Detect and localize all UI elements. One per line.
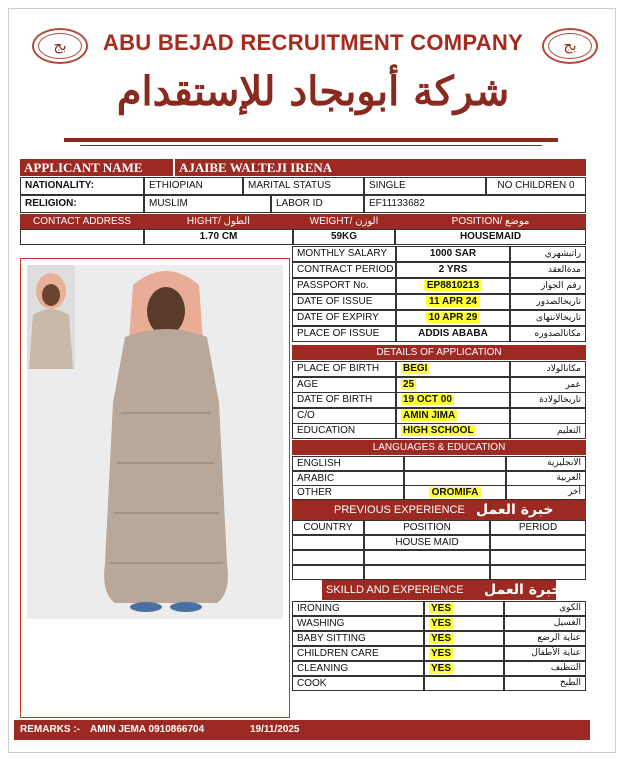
religion-value: MUSLIM <box>144 195 271 213</box>
nationality-value: ETHIOPIAN <box>144 177 243 195</box>
skill-row-value-cell <box>424 676 504 691</box>
experience-row-country <box>292 550 364 565</box>
details-row-value-cell <box>396 392 510 408</box>
company-logo-left <box>32 28 88 64</box>
skill-row-arabic: التنظيف <box>504 661 586 676</box>
skill-row-arabic: عناية الرضع <box>504 631 586 646</box>
details-row-value: 19 OCT 00 <box>403 394 452 405</box>
details-row-value: HIGH SCHOOL <box>403 425 474 436</box>
experience-row-period <box>490 535 586 550</box>
language-row-arabic: الانجليزية <box>506 456 586 471</box>
contract-row-value: EP8810213 <box>424 280 482 291</box>
company-name-arabic: شركة أبوبجاد للإستقدام <box>116 68 510 115</box>
experience-row-position <box>364 565 490 580</box>
height-label: HIGHT/ الطول <box>144 214 293 229</box>
details-row-value-cell <box>396 423 510 439</box>
skill-row-arabic: الطبخ <box>504 676 586 691</box>
language-row-value-cell <box>404 471 506 486</box>
header-divider-thin <box>80 145 542 146</box>
language-row-arabic: أخر <box>506 485 586 500</box>
company-name-english: ABU BEJAD RECRUITMENT COMPANY <box>102 30 524 55</box>
company-logo-right <box>542 28 598 64</box>
labor-id-label: LABOR ID <box>271 195 364 213</box>
skill-row-label: BABY SITTING <box>292 631 424 646</box>
skill-row-value-cell <box>424 646 504 661</box>
contract-row-arabic: تاريخالصدور <box>510 294 586 310</box>
details-row-value: AMIN JIMA <box>403 410 456 421</box>
skills-title: SKILLD AND EXPERIENCE <box>326 584 464 596</box>
logo-glyph-right: بج <box>548 33 592 59</box>
details-row-value: 25 <box>403 379 415 390</box>
details-row-label: AGE <box>292 377 396 393</box>
skill-row-value: YES <box>431 648 452 659</box>
contract-row-arabic: مكانالصدوره <box>510 326 586 342</box>
contract-row-arabic: تاريخالانتهاى <box>510 310 586 326</box>
skill-row-value: YES <box>431 603 452 614</box>
skills-title-arabic: خبرة العمل <box>484 582 562 598</box>
contract-row-value: 10 APR 29 <box>426 312 481 323</box>
skills-section-header <box>292 580 586 600</box>
contract-row-label: DATE OF ISSUE <box>292 294 396 310</box>
nationality-label: NATIONALITY: <box>20 177 144 195</box>
skill-row-value-cell <box>424 601 504 616</box>
labor-id-value: EF11133682 <box>364 195 586 213</box>
language-row-label: ARABIC <box>292 471 404 486</box>
details-row-arabic: التعليم <box>510 423 586 439</box>
languages-section-title: LANGUAGES & EDUCATION <box>292 440 586 455</box>
contract-row-label: PASSPORT No. <box>292 278 396 294</box>
contract-row-label: PLACE OF ISSUE <box>292 326 396 342</box>
skill-row-value-cell <box>424 661 504 676</box>
contract-row-arabic: راتبشهري <box>510 246 586 262</box>
contract-row-arabic: مدةالعقد <box>510 262 586 278</box>
skill-row-label: CLEANING <box>292 661 424 676</box>
skills-title-bar <box>322 580 562 600</box>
details-row-value-cell <box>396 377 510 393</box>
contract-row-value-cell <box>396 294 510 310</box>
details-row-arabic: عمر <box>510 377 586 393</box>
language-row-arabic: العربية <box>506 471 586 486</box>
contract-row-value: 2 YRS <box>438 264 468 275</box>
experience-col-period: PERIOD <box>490 520 586 535</box>
remarks-label: REMARKS :- <box>20 724 80 735</box>
skill-row-value-cell <box>424 616 504 631</box>
contract-row-value-cell <box>396 278 510 294</box>
marital-status-value: SINGLE <box>364 177 486 195</box>
contract-row-value-cell <box>396 310 510 326</box>
religion-label: RELIGION: <box>20 195 144 213</box>
skill-row-value: YES <box>431 633 452 644</box>
skill-row-label: COOK <box>292 676 424 691</box>
contact-address-label: CONTACT ADDRESS <box>20 214 144 229</box>
logo-glyph-left: بج <box>38 33 82 59</box>
experience-row-country <box>292 565 364 580</box>
marital-status-label: MARITAL STATUS <box>243 177 364 195</box>
skill-row-value-cell <box>424 631 504 646</box>
weight-value: 59KG <box>293 229 395 245</box>
remarks-value: AMIN JEMA 0910866704 <box>90 724 205 735</box>
language-row-value-cell <box>404 485 506 500</box>
experience-section-header <box>292 500 586 520</box>
skill-row-arabic: الكوى <box>504 601 586 616</box>
language-row-value-cell <box>404 456 506 471</box>
contract-row-label: MONTHLY SALARY <box>292 246 396 262</box>
thumbnail-figure <box>27 265 75 369</box>
contract-row-value-cell <box>396 246 510 262</box>
details-row-arabic: مكانالولاد <box>510 361 586 377</box>
details-row-label: EDUCATION <box>292 423 396 439</box>
experience-title: PREVIOUS EXPERIENCE <box>334 504 465 516</box>
header-divider-thick <box>64 138 558 142</box>
weight-label: WEIGHT/ الوزن <box>293 214 395 229</box>
photo-thumbnail <box>27 265 75 369</box>
skill-row-arabic: الغسيل <box>504 616 586 631</box>
contract-row-label: CONTRACT PERIOD <box>292 262 396 278</box>
experience-row-position: HOUSE MAID <box>364 535 490 550</box>
language-row-value: OROMIFA <box>429 487 482 498</box>
experience-row-period <box>490 565 586 580</box>
language-row-label: ENGLISH <box>292 456 404 471</box>
details-row-label: C/O <box>292 408 396 424</box>
remarks-date: 19/11/2025 <box>250 724 300 735</box>
details-row-label: DATE OF BIRTH <box>292 392 396 408</box>
experience-row-period <box>490 550 586 565</box>
language-row-label: OTHER <box>292 485 404 500</box>
details-row-label: PLACE OF BIRTH <box>292 361 396 377</box>
experience-row-position <box>364 550 490 565</box>
skill-row-arabic: عناية الأطفال <box>504 646 586 661</box>
applicant-name-label: APPLICANT NAME <box>20 159 173 176</box>
details-row-value-cell <box>396 408 510 424</box>
experience-col-country: COUNTRY <box>292 520 364 535</box>
position-label: POSITION/ موضع <box>395 214 586 229</box>
experience-row-country <box>292 535 364 550</box>
contract-row-value-cell <box>396 262 510 278</box>
contract-row-value: ADDIS ABABA <box>418 328 488 339</box>
position-value: HOUSEMAID <box>395 229 586 245</box>
applicant-photo <box>20 258 290 718</box>
details-section-title: DETAILS OF APPLICATION <box>292 345 586 360</box>
experience-title-arabic: خبرة العمل <box>476 502 554 518</box>
contract-row-arabic: رقم الجواز <box>510 278 586 294</box>
height-value: 1.70 CM <box>144 229 293 245</box>
contract-row-value: 11 APR 24 <box>426 296 480 307</box>
details-row-value: BEGI <box>403 363 428 374</box>
skill-row-label: CHILDREN CARE <box>292 646 424 661</box>
contract-row-label: DATE OF EXPIRY <box>292 310 396 326</box>
skill-row-value: YES <box>431 618 452 629</box>
contract-row-value-cell <box>396 326 510 342</box>
skill-row-label: IRONING <box>292 601 424 616</box>
skill-row-label: WASHING <box>292 616 424 631</box>
details-row-value-cell <box>396 361 510 377</box>
details-row-arabic <box>510 408 586 424</box>
applicant-name-value: AJAIBE WALTEJI IRENA <box>175 159 586 176</box>
contact-address-value <box>20 229 144 245</box>
applicant-figure <box>91 263 241 619</box>
remarks-bar <box>14 720 590 740</box>
children-count: NO CHILDREN 0 <box>486 177 586 195</box>
skill-row-value: YES <box>431 663 452 674</box>
contract-row-value: 1000 SAR <box>429 248 477 259</box>
experience-col-position: POSITION <box>364 520 490 535</box>
details-row-arabic: تاريخالولادة <box>510 392 586 408</box>
